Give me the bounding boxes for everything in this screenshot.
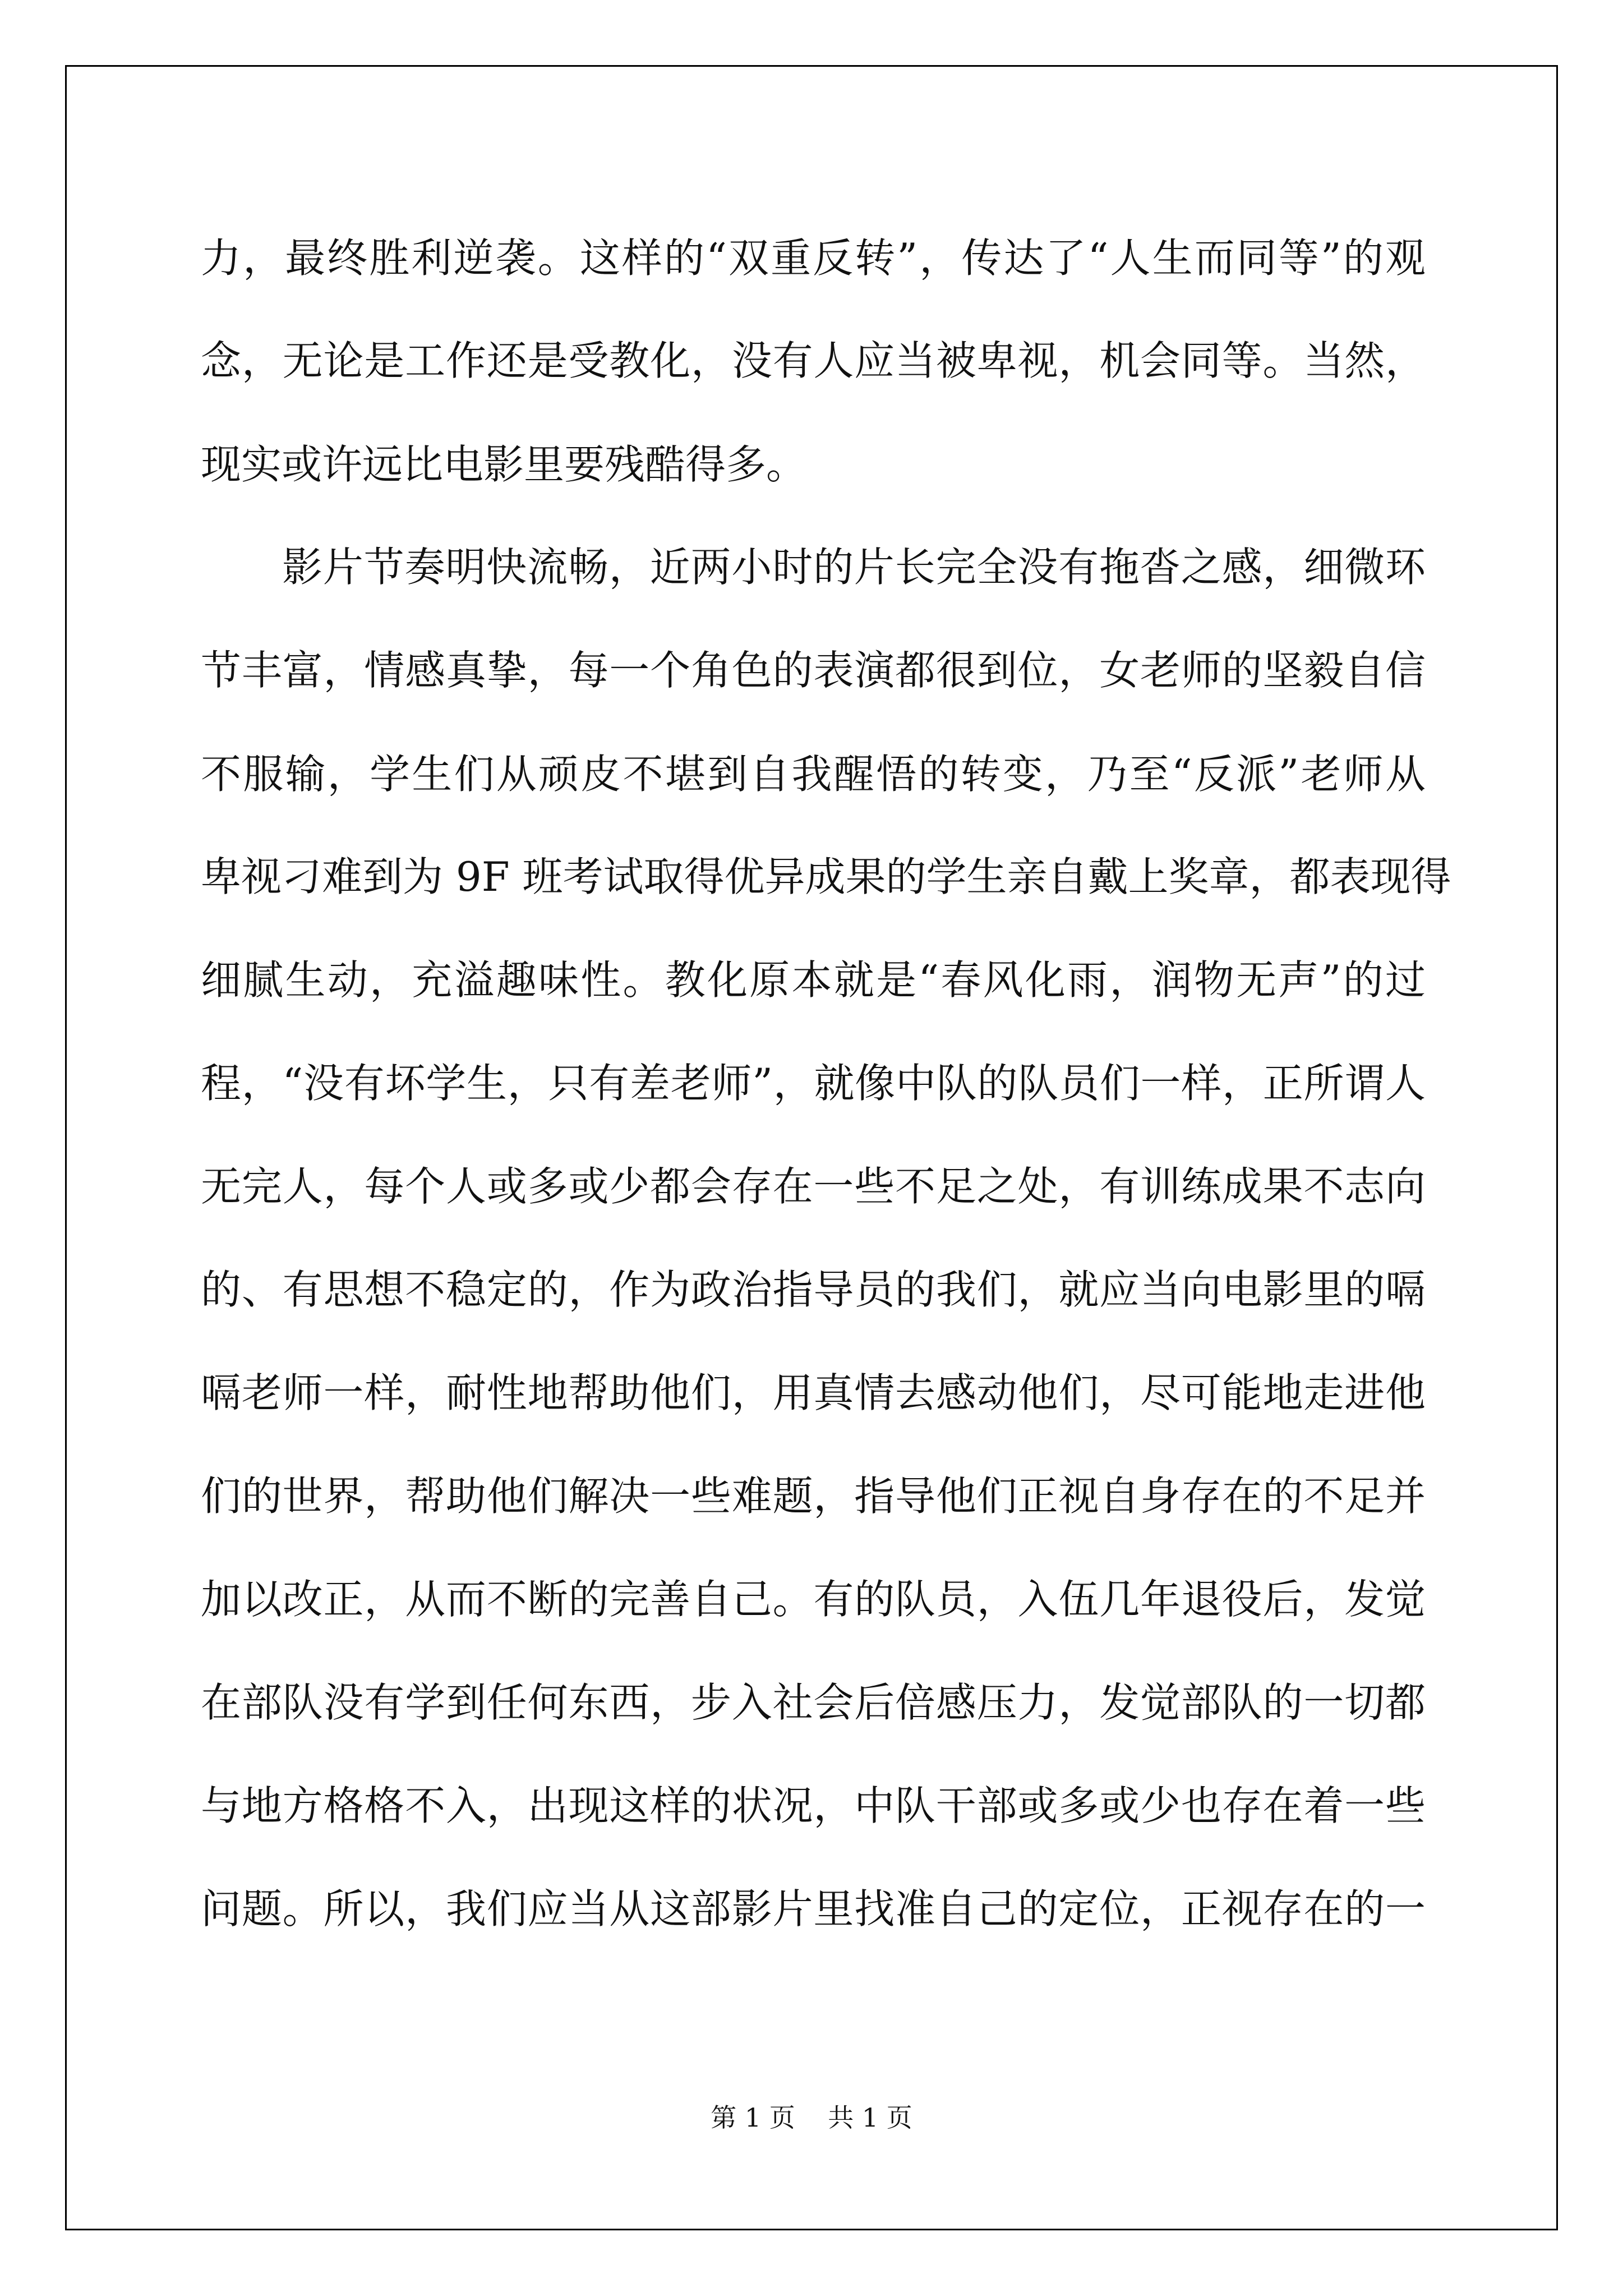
paragraph-2-line-14: 问题。所以，我们应当从这部影片里找准自己的定位，正视存在的一 (201, 1885, 1426, 1932)
paragraph-2-line-6: 程，“没有坏学生，只有差老师”，就像中队的队员们一样，正所谓人 (201, 1060, 1426, 1107)
paragraph-2-line-5: 细腻生动，充溢趣味性。教化原本就是“春风化雨，润物无声”的过 (201, 956, 1426, 1004)
paragraph-2-line-2: 节丰富，情感真挚，每一个角色的表演都很到位，女老师的坚毅自信 (201, 647, 1426, 694)
paragraph-2-line-11: 加以改正，从而不断的完善自己。有的队员，入伍几年退役后，发觉 (201, 1576, 1426, 1623)
paragraph-2-line-4: 卑视刁难到为 9F 班考试取得优异成果的学生亲自戴上奖章，都表现得 (201, 853, 1451, 900)
paragraph-2-line-1: 影片节奏明快流畅，近两小时的片长完全没有拖沓之感，细微环 (282, 544, 1426, 591)
paragraph-2-line-13: 与地方格格不入，出现这样的状况，中队干部或多或少也存在着一些 (201, 1782, 1426, 1829)
paragraph-2-line-8: 的、有思想不稳定的，作为政治指导员的我们，就应当向电影里的嗝 (201, 1266, 1426, 1313)
paragraph-2-line-9: 嗝老师一样，耐性地帮助他们，用真情去感动他们，尽可能地走进他 (201, 1369, 1426, 1416)
page-footer: 第 1 页 共 1 页 (711, 2102, 912, 2133)
paragraph-2-line-10: 们的世界，帮助他们解决一些难题，指导他们正视自身存在的不足并 (201, 1473, 1426, 1520)
paragraph-1-line-2: 念，无论是工作还是受教化，没有人应当被卑视，机会同等。当然， (201, 337, 1426, 384)
paragraph-1-line-1: 力，最终胜利逆袭。这样的“双重反转”，传达了“人生而同等”的观 (201, 234, 1426, 282)
paragraph-2-line-7: 无完人，每个人或多或少都会存在一些不足之处，有训练成果不志向 (201, 1163, 1426, 1210)
paragraph-1-line-3: 现实或许远比电影里要残酷得多。 (201, 441, 807, 488)
paragraph-2-line-3: 不服输，学生们从顽皮不堪到自我醒悟的转变，乃至“反派”老师从 (201, 751, 1426, 798)
paragraph-2-line-12: 在部队没有学到任何东西，步入社会后倍感压力，发觉部队的一切都 (201, 1679, 1426, 1726)
